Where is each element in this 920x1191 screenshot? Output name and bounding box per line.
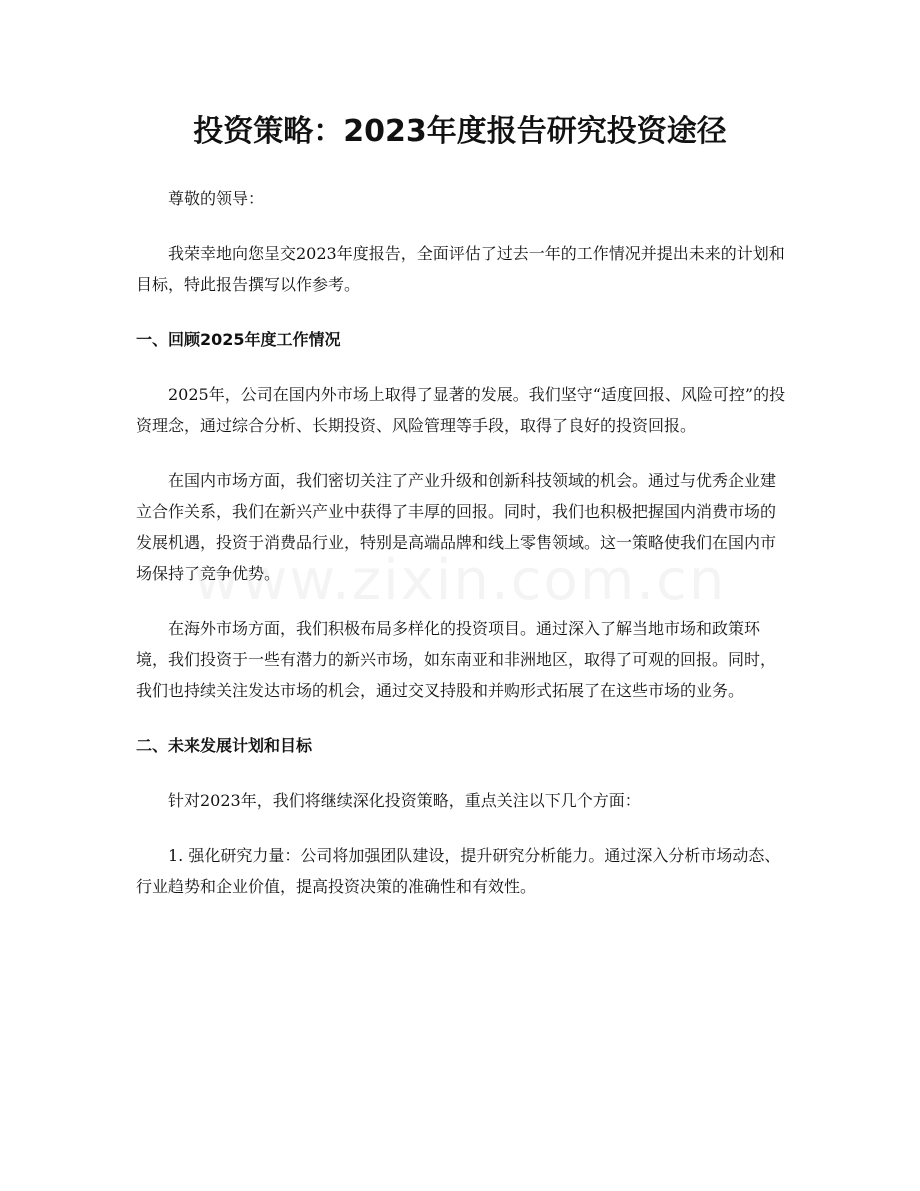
- section-2-heading: 二、未来发展计划和目标: [136, 736, 313, 755]
- document-body: [136, 183, 786, 902]
- section-1-paragraph-1: 2025年，公司在国内外市场上取得了显著的发展。我们坚守“适度回报、风险可控”的投资理念，通过综合分析、长期投资、风险管理等手段，取得了良好的投资回报。: [136, 385, 786, 435]
- document-title: 投资策略：2023年度报告研究投资途径: [193, 114, 727, 149]
- section-1-paragraph-3: 在海外市场方面，我们积极布局多样化的投资项目。通过深入了解当地市场和政策环境，我们投资于一些有潜力的新兴市场，如东南亚和非洲地区，取得了可观的回报。同时，我们也持续关注发达市场的机会，通过交叉持股和并购形式拓展了在这些市场的业务。: [136, 619, 777, 700]
- section-2-paragraph-1: 针对2023年，我们将继续深化投资策略，重点关注以下几个方面：: [168, 791, 641, 810]
- section-1-paragraph-2: 在国内市场方面，我们密切关注了产业升级和创新科技领域的机会。通过与优秀企业建立合作关系，我们在新兴产业中获得了丰厚的回报。同时，我们也积极把握国内消费市场的发展机遇，投资于消费品行业，特别是高端品牌和线上零售领域。这一策略使我们在国内市场保持了竞争优势。: [136, 471, 777, 583]
- section-2-list-item-1: 1. 强化研究力量：公司将加强团队建设，提升研究分析能力。通过深入分析市场动态、行业趋势和企业价值，提高投资决策的准确性和有效性。: [136, 846, 781, 896]
- section-1-heading: 一、回顾2025年度工作情况: [136, 330, 341, 349]
- greeting: 尊敬的领导：: [168, 189, 265, 208]
- intro-paragraph: 我荣幸地向您呈交2023年度报告，全面评估了过去一年的工作情况并提出未来的计划和目标，特此报告撰写以作参考。: [136, 244, 785, 294]
